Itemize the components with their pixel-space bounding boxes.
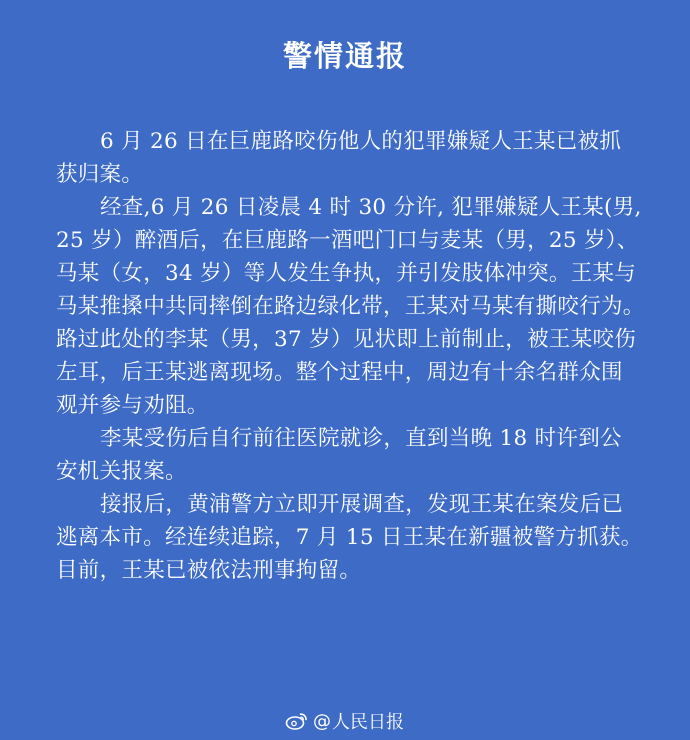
notice-line: 目前，王某已被依法刑事拘留。 [56,558,362,583]
notice-body [56,125,656,587]
notice-title: 警情通报 [282,39,407,73]
notice-line: 安机关报案。 [56,459,187,484]
notice-line: 获归案。 [56,162,144,187]
notice-line: 逃离本市。经连续追踪，7 月 15 日王某在新疆被警方抓获。 [56,525,643,550]
weibo-icon [285,711,309,731]
notice-line: 路过此处的李某（男，37 岁）见状即上前制止，被王某咬伤 [56,327,637,352]
at-sign: @ [313,710,331,732]
notice-line: 经查,6 月 26 日凌晨 4 时 30 分许, 犯罪嫌疑人王某(男, [100,195,642,220]
notice-line: 25 岁）醉酒后，在巨鹿路一酒吧门口与麦某（男，25 岁）、 [56,228,639,253]
notice-line: 观并参与劝阻。 [56,393,209,418]
notice-line: 6 月 26 日在巨鹿路咬伤他人的犯罪嫌疑人王某已被抓 [100,129,622,154]
notice-line: 接报后，黄浦警方立即开展调查，发现王某在案发后已 [100,492,624,517]
notice-line: 马某（女，34 岁）等人发生争执，并引发肢体冲突。王某与 [56,261,637,286]
notice-line: 左耳，后王某逃离现场。整个过程中，周边有十余名群众围 [56,360,623,385]
notice-line: 马某推搡中共同摔倒在路边绿化带，王某对马某有撕咬行为。 [56,294,645,319]
notice-line: 李某受伤后自行前往医院就诊，直到当晚 18 时许到公 [100,426,622,451]
source-name: 人民日报 [332,712,404,733]
source-watermark [285,708,404,734]
